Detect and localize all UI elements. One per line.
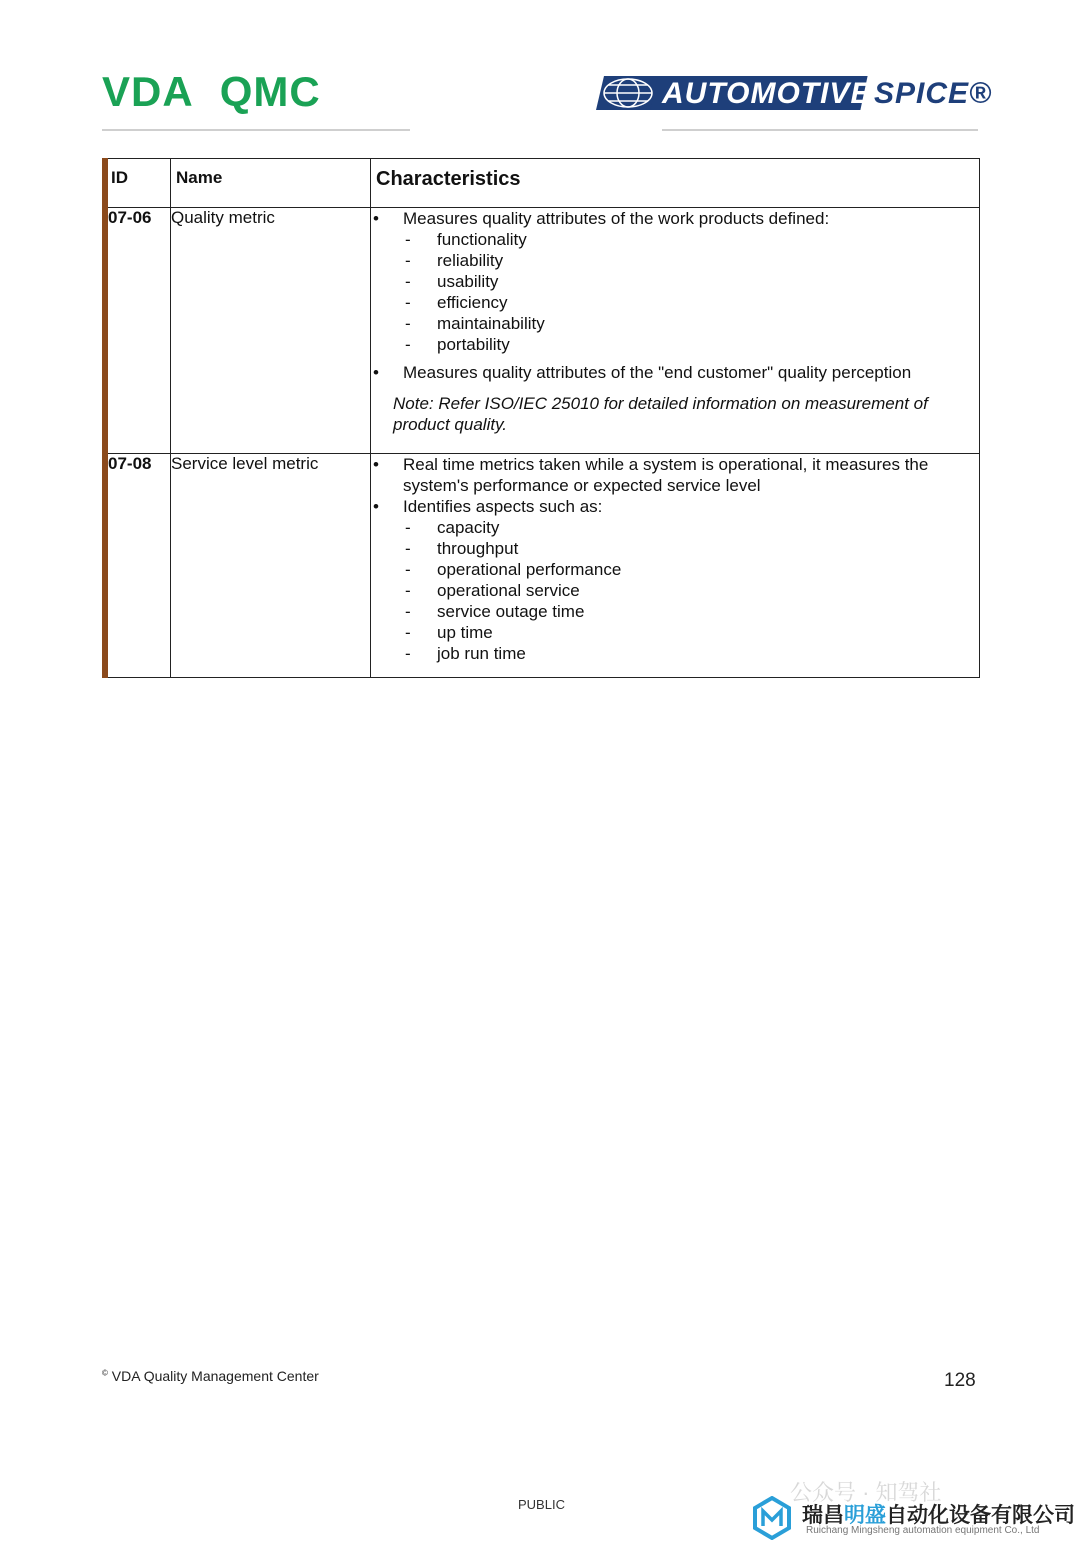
- bullet-item: [371, 454, 979, 496]
- note-text: Note: Refer ISO/IEC 25010 for detailed information on measurement of product quality.: [393, 394, 928, 434]
- automotive-spice-logo: [596, 76, 993, 110]
- dash-item: - efficiency: [405, 293, 508, 312]
- qmc-logo-text: QMC: [219, 68, 321, 115]
- row-characteristics: [371, 208, 980, 454]
- dash-item: - throughput: [405, 539, 519, 558]
- row-id: 07-08: [105, 454, 171, 678]
- spice-automotive-text: AUTOMOTIVE: [662, 77, 872, 110]
- dash-item: - job run time: [405, 644, 526, 663]
- header-id: ID: [105, 159, 171, 208]
- company-name-en: Ruichang Mingsheng automation equipment Co., Ltd: [806, 1525, 1040, 1536]
- watermark-faint-text: 公众号 · 知驾社: [790, 1480, 942, 1505]
- bullet-glyph: •: [373, 363, 379, 382]
- table-header-row: [105, 159, 980, 208]
- bullet-item: [371, 208, 979, 229]
- bullet-text: Real time metrics taken while a system is operational, it measures the system's performance or expected service level: [403, 455, 929, 495]
- bullet-glyph: •: [373, 497, 379, 516]
- footer-copyright: [102, 1368, 319, 1384]
- header-rule-left: [102, 129, 410, 131]
- dash-item: - operational service: [405, 581, 580, 600]
- dash-item: - operational performance: [405, 560, 622, 579]
- copyright-text: VDA Quality Management Center: [111, 1368, 319, 1384]
- dash-item: - portability: [405, 335, 510, 354]
- bullet-item: [371, 362, 979, 383]
- spice-spice-text: SPICE®: [874, 77, 993, 110]
- bullet-text: Identifies aspects such as:: [403, 497, 603, 516]
- bullet-glyph: •: [373, 209, 379, 228]
- dash-item: - service outage time: [405, 602, 585, 621]
- classification-label: PUBLIC: [518, 1497, 565, 1512]
- row-id: 07-06: [105, 208, 171, 454]
- row-characteristics: [371, 454, 980, 678]
- bullet-glyph: •: [373, 455, 379, 474]
- page-number: 128: [944, 1370, 976, 1391]
- header-name: Name: [171, 159, 371, 208]
- bullet-text: Measures quality attributes of the work products defined:: [403, 209, 830, 228]
- dash-item: - maintainability: [405, 314, 545, 333]
- company-name-cn: 瑞昌明盛自动化设备有限公司: [802, 1504, 1075, 1527]
- vda-logo-text: VDA: [102, 68, 194, 115]
- row-name: Service level metric: [171, 454, 371, 678]
- dash-item: - capacity: [405, 518, 500, 537]
- row-name: Quality metric: [171, 208, 371, 454]
- vda-qmc-logo: [102, 68, 321, 116]
- dash-item: - reliability: [405, 251, 504, 270]
- bullet-item: [371, 496, 979, 517]
- bullet-text: Measures quality attributes of the "end customer" quality perception: [403, 363, 912, 382]
- work-product-table: [102, 158, 980, 678]
- table-row: [105, 454, 980, 678]
- dash-item: - functionality: [405, 230, 527, 249]
- company-hexagon-logo-icon: [752, 1496, 792, 1540]
- header-rule-right: [662, 129, 978, 131]
- dash-item: - usability: [405, 272, 499, 291]
- table-row: [105, 208, 980, 454]
- header-characteristics: Characteristics: [371, 159, 980, 208]
- dash-item: - up time: [405, 623, 493, 642]
- copyright-symbol: ©: [102, 1368, 108, 1378]
